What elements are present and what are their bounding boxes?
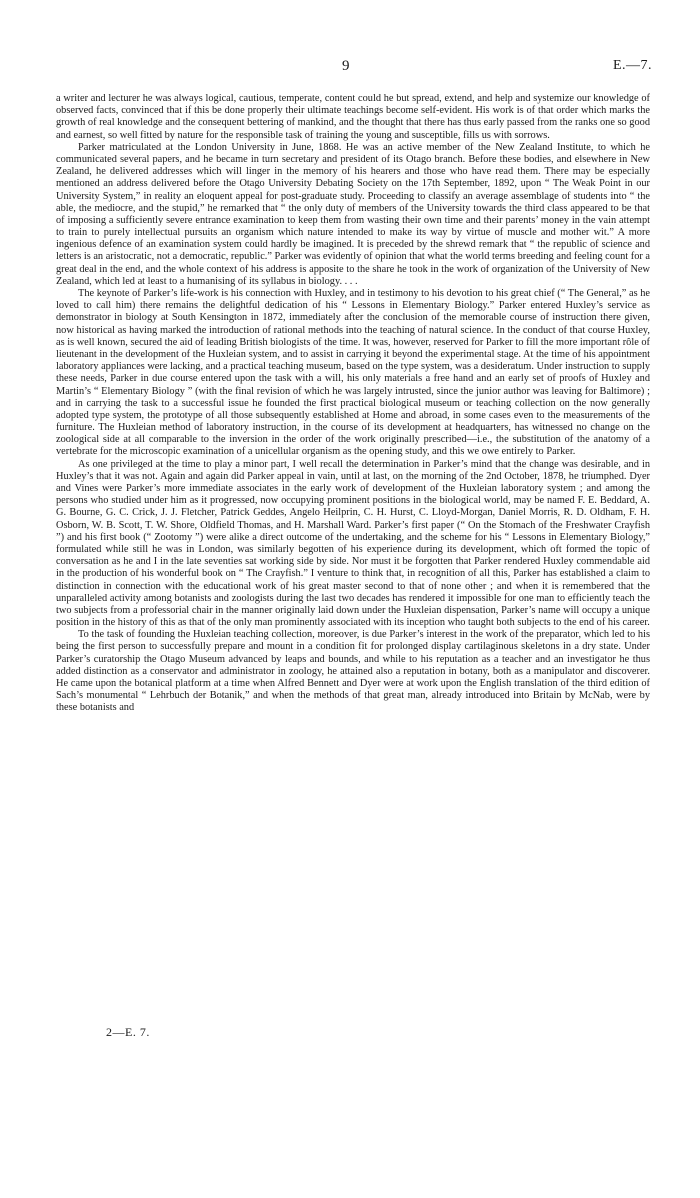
body-text	[56, 93, 650, 715]
paragraph-huxley-connection: The keynote of Parker’s life-work is his connection with Huxley, and in testimony to his devotion to his great chief (“ The General,” as he loved to call him) there remains the delightful dedication of his “ Lessons in Elementary Biology.” Parker entered Huxley’s service as demonstrator in biology at South Kensington in 1872, immediately after the conclusion of the memorable course of instruction there given, now historical as having marked the introduction of rational methods into the teaching of natural science. In the conduct of that course Huxley, as is well known, secured the aid of leading British biologists of the time. It was, however, reserved for Parker to fill the more important rôle of lieutenant in the development of the Huxleian system, and to assist in carrying it beyond the experimental stage. At the time of his appointment laboratory appliances were lacking, and a practical teaching museum, based on the type system, was a desideratum. Under instruction to supply these needs, Parker in due course entered upon the task with a will, his only materials a free hand and an early set of proofs of Huxley and Martin’s “ Elementary Biology ” (with the final revision of which he was largely intrusted, since the junior author was leaving for Baltimore) ; and in carrying the task to a successful issue he founded the first practical biological museum or teaching collection on the now generally adopted type system, the prototype of all those subsequently established at Home and abroad, in some cases even to the measurements of the furniture. The Huxleian method of laboratory instruction, in the course of its development at headquarters, has witnessed no change on the zoological side at all comparable to the inversion in the order of the work originally prescribed—i.e., the substitution of the anatomy of a vertebrate for the microscopic examination of a unicellular organism as the opening study, and this we owe entirely to Parker.	[56, 288, 651, 458]
paragraph-matriculation: Parker matriculated at the London University in June, 1868. He was an active member of the New Zealand Institute, to which he communicated several papers, and he became in turn secretary and president of its Otago branch. Before these bodies, and elsewhere in New Zealand, he delivered addresses which will linger in the memory of his hearers and those who have read them. There may be especially mentioned an address delivered before the Otago University Debating Society on the 17th September, 1892, upon “ The Weak Point in our University System,” in reality an eloquent appeal for post-graduate study. Proceeding to classify an average assemblage of students into “ the able, the mediocre, and the stupid,” he remarked that “ the only duty of members of the University towards the third class appeared to be that of imposing a sufficiently severe entrance examination to keep them from wasting their own time and their parents’ money in the vain attempt to train to purely intellectual pursuits an organism which nature intended to make its way by virtue of muscle and mother wit.” A more ingenious defence of an examination system could hardly be imagined. It is preceded by the shrewd remark that “ the republic of science and letters is an aristocratic, not a democratic, republic.” Parker was evidently of opinion that what the world terms breeding and feeling count for a great deal in the end, and the whole context of his address is apposite to the share he took in the work of organization of the University of New Zealand, which led at least to a humanising of its syllabus in biology. . . .	[56, 141, 650, 287]
paragraph-teaching-collection: To the task of founding the Huxleian teaching collection, moreover, is due Parker’s interest in the work of the preparator, which led to his being the first person to successfully prepare and mount in a condition fit for prolonged display cartilaginous skeletons in a dry state. Under Parker’s curatorship the Otago Museum advanced by leaps and bounds, and while to his reputation as a teacher and an investigator he thus added distinction as a conservator and administrator in zoology, he attained also a reputation in botany, both as a manipulator and discoverer. He came upon the botanical platform at a time when Alfred Bennett and Dyer were at work upon the English translation of the third edition of Sach’s monumental “ Lehrbuch der Botanik,” and when the methods of that great man, already introduced into Britain by McNab, were by these botanists and	[56, 629, 650, 714]
page-number: 9	[342, 58, 350, 74]
document-reference: E.—7.	[612, 58, 652, 73]
paragraph-recollection: As one privileged at the time to play a minor part, I well recall the determination in Parker’s mind that the change was desirable, and in Huxley’s that it was not. Again and again did Parker appeal in vain, until at last, on the morning of the 2nd October, 1878, he triumphed. Dyer and Vines were Parker’s more immediate associates in the early work of development of the Huxleian laboratory system ; and among the persons who studied under him as it progressed, now occupying prominent positions in the biological world, may be named F. E. Beddard, A. G. Bourne, G. C. Crick, J. J. Fletcher, Patrick Geddes, Angelo Heilprin, C. H. Hurst, C. Lloyd-Morgan, Daniel Morris, R. D. Oldham, F. H. Osborn, W. B. Scott, T. W. Shore, Oldfield Thomas, and H. Marshall Ward. Parker’s first paper (“ On the Stomach of the Freshwater Crayfish ”) and his first book (“ Zootomy ”) were alike a direct outcome of the undertaking, and the scheme for his “ Lessons in Elementary Biology,” formulated while still he was in London, was similarly begotten of his experience during its development, which oft formed the topic of conversation as he and I in the late seventies sat working side by side. Nor must it be forgotten that Parker rendered Huxley commendable aid in the production of his wonderful book on “ The Crayfish.” I venture to think that, in recognition of all this, Parker has established a claim to distinction in connection with the educational work of his great master second to that of none other ; and when it is remembered that the unparalleled activity among botanists and zoologists during the last two decades has rendered it impossible for one man to efficiently teach the two subjects from a professorial chair in the manner originally laid down under the Huxleian dispensation, Parker’s name will occupy a unique position in the history of this as that of the only man prominently associated with its inception who taught both subjects to the end of his career.	[56, 458, 650, 629]
paragraph-continued: a writer and lecturer he was always logical, cautious, temperate, content could he but spread, extend, and help and systemize our knowledge of observed facts, convinced that if this be done properly their ultimate teachings become self-evident. His work is of that order which marks the growth of real knowledge and the consequent bettering of mankind, and the thought that there has thus early passed from the ranks one so good and earnest, so well fitted by nature for the responsible task of training the young and susceptible, fills us with sorrows.	[56, 93, 650, 141]
signature-mark: 2—E. 7.	[106, 1025, 150, 1039]
page-header	[0, 58, 700, 78]
